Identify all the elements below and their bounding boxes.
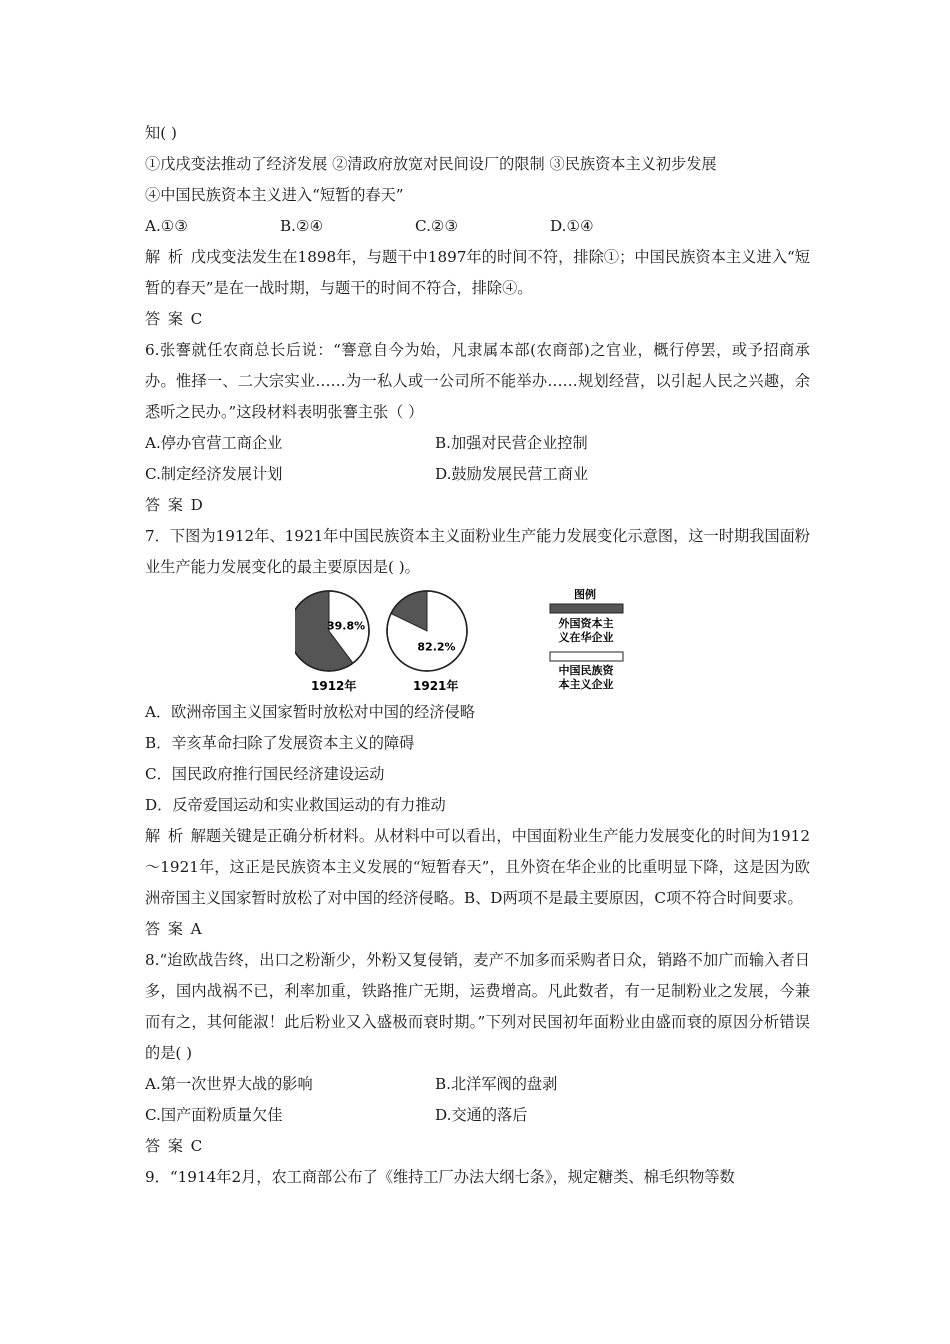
q6-option-c: C.制定经济发展计划 bbox=[145, 465, 283, 483]
q5-option-c: C.②③ bbox=[415, 217, 459, 235]
pie-1912-year-label: 1912年 bbox=[311, 679, 357, 693]
q8-options-row-1 bbox=[145, 1069, 810, 1100]
q7-stem: 7．下图为1912年、1921年中国民族资本主义面粉业生产能力发展变化示意图，这一时期我国面粉业生产能力发展变化的最主要原因是( )。 bbox=[145, 527, 810, 576]
q7-analysis-text: 解题关键是正确分析材料。从材料中可以看出，中国面粉业生产能力发展变化的时间为1912～1921年，这正是民族资本主义发展的“短暂春天”，且外资在华企业的比重明显下降，这是因为欧洲帝国主义国家暂时放松了对中国的经济侵略。B、D两项不是最主要原因，C项不符合时间要求。 bbox=[145, 827, 811, 907]
legend-foreign-text-2: 义在华企业 bbox=[558, 631, 614, 644]
legend-foreign-text-1: 外国资本主 bbox=[558, 617, 614, 630]
legend-national-swatch bbox=[550, 652, 623, 661]
q6-answer-value: D bbox=[190, 496, 203, 514]
pie-national-share-label: 82.2% bbox=[417, 640, 456, 654]
q7-option-c: C．国民政府推行国民经济建设运动 bbox=[145, 765, 385, 783]
chart-legend bbox=[550, 587, 623, 691]
q5-option-b: B.②④ bbox=[280, 217, 324, 235]
legend-foreign-swatch bbox=[550, 604, 623, 613]
pie-1921-year-label: 1921年 bbox=[413, 679, 459, 693]
q8-option-b: B.北洋军阀的盘剥 bbox=[435, 1075, 558, 1093]
q8-stem: 8.“迨欧战告终，出口之粉渐少，外粉又复侵销，麦产不加多而采购者日众，销路不加广而输入者日多，国内战祸不已，利率加重，铁路推广无期，运费增高。凡此数者，有一足制粉业之发展，今兼而有之，其何能淑！此后粉业又入盛极而衰时期。”下列对民国初年面粉业由盛而衰的原因分析错误的是( ) bbox=[145, 951, 810, 1062]
answer-label: 答案 bbox=[145, 310, 191, 328]
q7-option-b: B．辛亥革命扫除了发展资本主义的障碍 bbox=[145, 734, 415, 752]
q8-answer bbox=[145, 1131, 810, 1162]
q7-option-a: A．欧洲帝国主义国家暂时放松对中国的经济侵略 bbox=[145, 703, 475, 721]
legend-national-text-2: 本主义企业 bbox=[558, 678, 614, 691]
pie-national-share-label: 39.8% bbox=[327, 619, 366, 633]
q5-items-2: ④中国民族资本主义进入“短暂的春天” bbox=[145, 186, 404, 204]
q5-answer bbox=[145, 304, 810, 335]
q5-option-d: D.①④ bbox=[550, 217, 594, 235]
pie-chart-figure bbox=[145, 587, 810, 695]
analysis-label: 解析 bbox=[145, 248, 191, 266]
q6-option-b: B.加强对民营企业控制 bbox=[435, 434, 588, 452]
q5-options bbox=[145, 211, 810, 242]
pie-1921 bbox=[387, 591, 467, 671]
q8-option-a: A.第一次世界大战的影响 bbox=[145, 1075, 313, 1093]
answer-label: 答案 bbox=[145, 496, 191, 514]
answer-label: 答案 bbox=[145, 1137, 191, 1155]
pie-chart-svg bbox=[295, 587, 655, 693]
q7-answer-value: A bbox=[190, 920, 202, 938]
legend-title: 图例 bbox=[574, 588, 596, 601]
q6-stem: 6.张謇就任农商总长后说：“謇意自今为始，凡隶属本部(农商部)之官业，概行停罢，或予招商承办。惟择一、二大宗实业……为一私人或一公司所不能举办……规划经营，以引起人民之兴趣，余悉听之民办。”这段材料表明张謇主张（ ） bbox=[145, 341, 810, 421]
q5-option-a: A.①③ bbox=[145, 217, 189, 235]
answer-label: 答案 bbox=[145, 920, 191, 938]
q9-stem: 9．“1914年2月，农工商部公布了《维持工厂办法大纲七条》，规定糖类、棉毛织物等数 bbox=[145, 1168, 735, 1186]
q8-options-row-2 bbox=[145, 1100, 810, 1131]
document-page bbox=[145, 118, 810, 1193]
q5-items-1: ①戊戌变法推动了经济发展 ②清政府放宽对民间设厂的限制 ③民族资本主义初步发展 bbox=[145, 155, 717, 173]
q6-options-row-2 bbox=[145, 459, 810, 490]
q6-option-a: A.停办官营工商企业 bbox=[145, 434, 283, 452]
q5-analysis bbox=[145, 242, 810, 304]
q5-stem-tail: 知( ) bbox=[145, 124, 177, 142]
q7-answer bbox=[145, 914, 810, 945]
q7-analysis bbox=[145, 821, 810, 914]
q7-option-d: D．反帝爱国运动和实业救国运动的有力推动 bbox=[145, 796, 446, 814]
q6-options-row-1 bbox=[145, 428, 810, 459]
analysis-label: 解析 bbox=[145, 827, 191, 845]
pie-1912 bbox=[295, 591, 369, 671]
q8-option-d: D.交通的落后 bbox=[435, 1106, 528, 1124]
q8-answer-value: C bbox=[190, 1137, 203, 1155]
legend-national-text-1: 中国民族资 bbox=[558, 664, 614, 677]
q5-analysis-text: 戊戌变法发生在1898年，与题干中1897年的时间不符，排除①；中国民族资本主义进入“短暂的春天”是在一战时期，与题干的时间不符合，排除④。 bbox=[145, 248, 810, 297]
q6-answer bbox=[145, 490, 810, 521]
q5-answer-value: C bbox=[190, 310, 203, 328]
q8-option-c: C.国产面粉质量欠佳 bbox=[145, 1106, 283, 1124]
q6-option-d: D.鼓励发展民营工商业 bbox=[435, 465, 589, 483]
